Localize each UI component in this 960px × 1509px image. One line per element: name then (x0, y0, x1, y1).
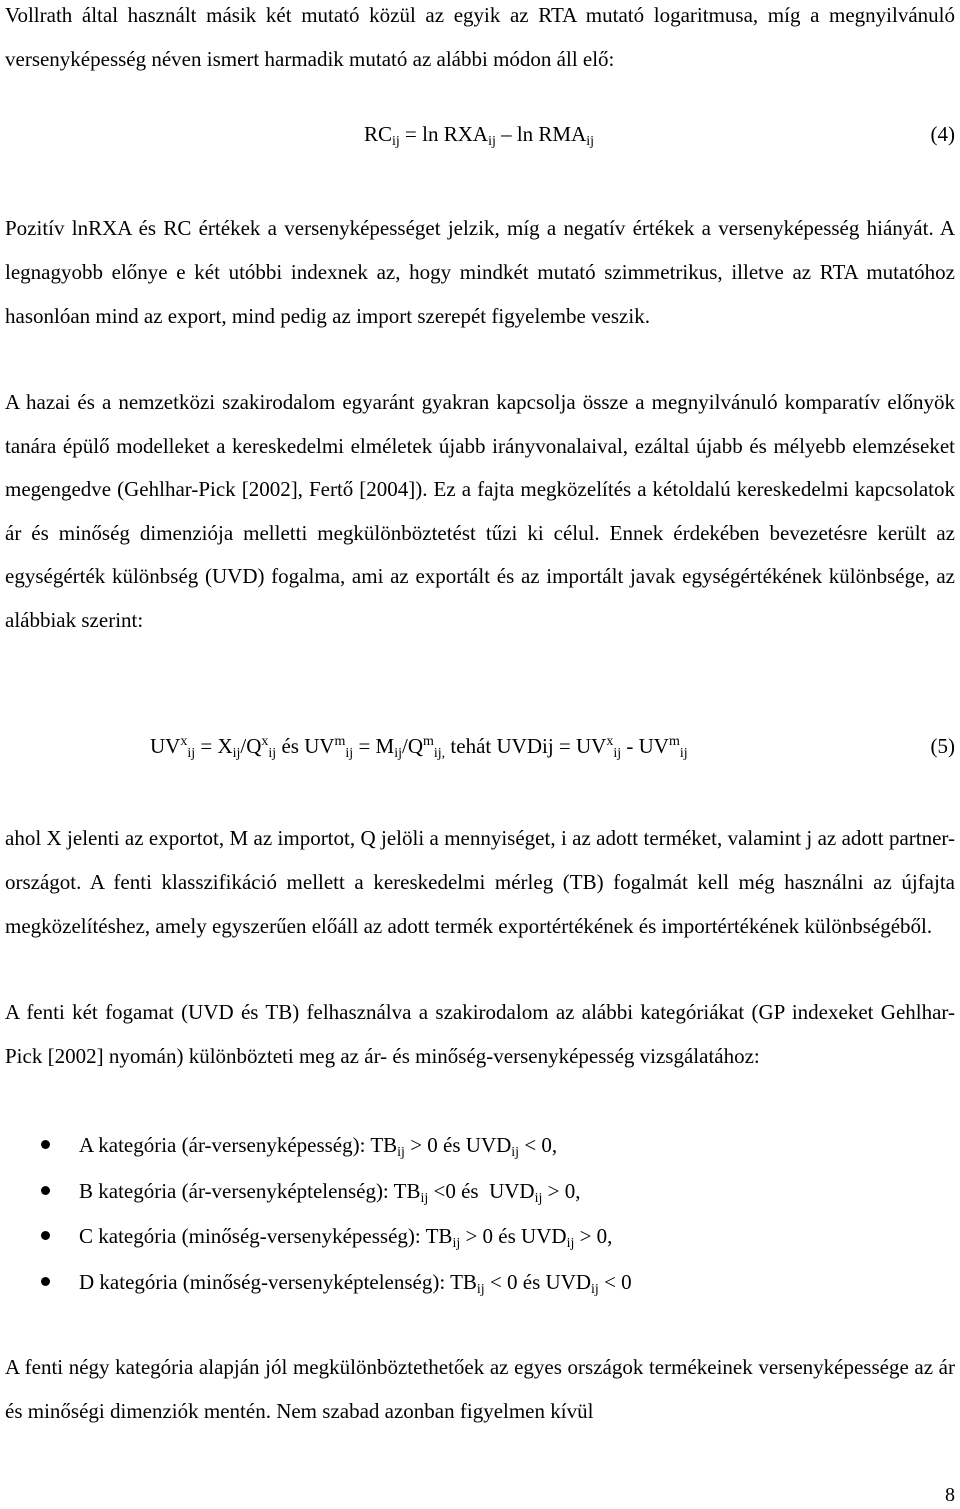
bullet-icon (41, 1231, 50, 1240)
bullet-icon (41, 1186, 50, 1195)
equation-5-number: (5) (930, 734, 955, 758)
paragraph-literature-uvd: A hazai és a nemzetközi szakirodalom egyaránt gyakran kapcsolja össze a megnyilvánuló komparatív előnyök tanára épülő modelleket a kereskedelmi elméletek újabb irányvonalaival, ezáltal újabb és mélyebb elemzéseket megengedve (Gehlhar-Pick [2002], Fertő [2004]). Ez a fajta megközelítés a kétoldalú kereskedelmi kapcsolatok ár és minőség dimenziója melletti megkülönböztetést tűzi ki célul. Ennek érdekében bevezetésre került az egységérték különbség (UVD) fogalma, ami az exportált és az importált javak egységértékének különbsége, az alábbiak szerint: (5, 390, 955, 632)
paragraph-gp-categories-intro: A fenti két fogamat (UVD és TB) felhasználva a szakirodalom az alábbi kategóriákat (GP indexeket Gehlhar-Pick [2002] nyomán) különbözteti meg az ár- és minőség-versenyképesség vizsgálatához: (5, 1000, 955, 1068)
category-a-text: A kategória (ár-versenyképesség): $TB_{ij} > 0$ és $UVD_{ij} < 0$, (79, 1133, 558, 1160)
equation-5 (0, 734, 960, 774)
list-item-category-a (0, 1123, 960, 1169)
paragraph-intro-vollrath: Vollrath által használt másik két mutató közül az egyik az RTA mutató logaritmusa, míg a megnyilvánuló versenyképesség néven ismert harmadik mutató az alábbi módon áll elő: (5, 3, 955, 71)
equation-4 (0, 122, 960, 162)
list-item-category-b (0, 1169, 960, 1215)
bullet-icon (41, 1277, 50, 1286)
category-list (0, 1123, 960, 1305)
equation-4-body: $RC_{ij} = \ln RXA_{ij} - \ln RMA_{ij}$ (364, 122, 595, 149)
category-c-text: C kategória (minőség-versenyképesség): $TB_{ij} > 0$ és $UVD_{ij} > 0$, (79, 1224, 613, 1251)
paragraph-lnrxa-rc: Pozitív lnRXA és RC értékek a versenyképességet jelzik, míg a negatív értékek a versenyképesség hiányát. A legnagyobb előnye e két utóbbi indexnek az, hogy mindkét mutató szimmetrikus, illetve az RTA mutatóhoz hasonlóan mind az export, mind pedig az import szerepét figyelembe veszik. (5, 216, 955, 328)
equation-4-number: (4) (930, 122, 955, 146)
list-item-category-c (0, 1214, 960, 1260)
equation-5-body: $UV^x_{ij} = X_{ij}/Q^x_{ij}$ és $UV^m_{ij} = M_{ij}/Q^m_{ij,}$ tehát UVDij = $UV^x_{ij} - UV^m_{ij}$ (150, 734, 688, 761)
category-b-text: B kategória (ár-versenyképtelenség): $TB_{ij} <0$ és $UVD_{ij} > 0$, (79, 1178, 581, 1206)
paragraph-definitions-tb: ahol X jelenti az exportot, M az importot, Q jelöli a mennyiséget, i az adott terméket, valamint j az adott partner-országot. A fenti klasszifikáció mellett a kereskedelmi mérleg (TB) fogalmát kell még használni az újfajta megközelítéshez, amely egyszerűen előáll az adott termék exportértékének és importértékének különbségéből. (5, 826, 955, 938)
bullet-icon (41, 1140, 50, 1149)
paragraph-conclusion: A fenti négy kategória alapján jól megkülönböztethetőek az egyes országok termékeinek versenyképessége az ár és minőségi dimenziók mentén. Nem szabad azonban figyelmen kívül (5, 1355, 955, 1423)
page-number: 8 (945, 1484, 955, 1506)
category-d-text: D kategória (minőség-versenyképtelenség): $TB_{ij} < 0$ és $UVD_{ij} < 0$ (79, 1269, 632, 1297)
list-item-category-d (0, 1260, 960, 1306)
